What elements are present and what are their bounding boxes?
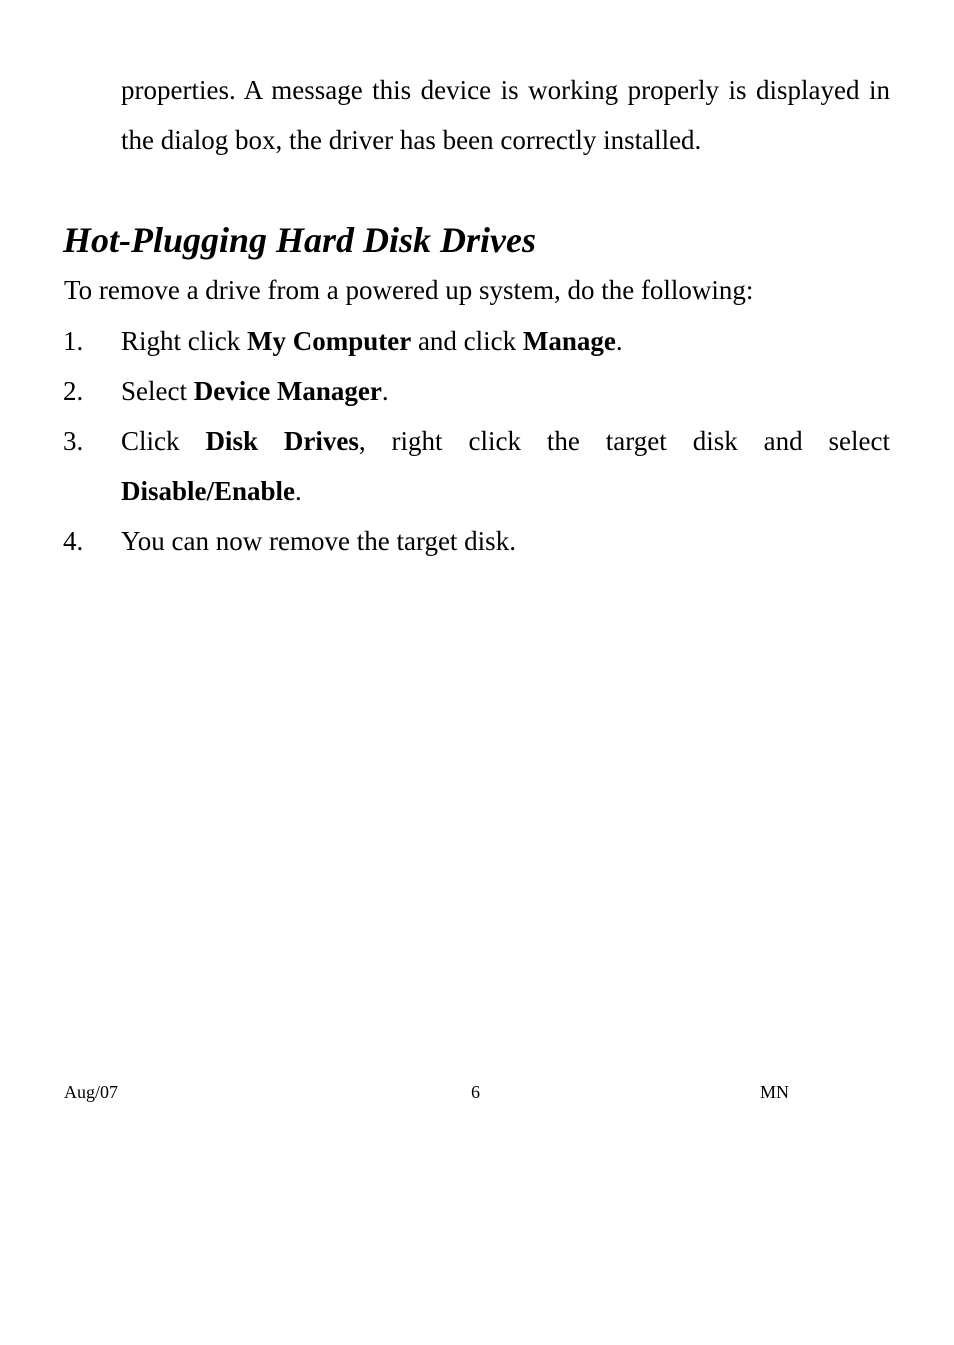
step-number: 1. [63,326,84,356]
step-bold-term: Device Manager [193,376,382,406]
step-number: 4. [63,526,84,556]
list-item [63,366,890,416]
step-text: You can now remove the target disk. [121,526,516,556]
step-bold-term: Manage [522,326,616,356]
step-text: . [295,476,302,506]
list-item [63,416,890,516]
step-text: Click [121,426,206,456]
steps-list [63,316,890,566]
step-number: 2. [63,376,84,406]
step-text: , right click the target disk and select [358,426,891,456]
list-item [63,316,890,366]
step-text: Right click [121,326,247,356]
intro-paragraph: properties. A message this device is working properly is displayed in the dialog box, the driver has been correctly installed. [121,75,890,155]
section-lead: To remove a drive from a powered up system, do the following: [64,275,754,305]
step-bold-term: Disk Drives [205,426,359,456]
step-number: 3. [63,426,84,456]
step-bold-term: Disable/Enable [121,476,296,506]
footer-model: MN [760,1082,790,1102]
list-item [63,516,890,566]
step-text: and click [411,326,523,356]
footer-date: Aug/07 [64,1082,118,1102]
step-text: . [615,326,623,356]
section-heading: Hot-Plugging Hard Disk Drives [63,220,537,260]
step-bold-term: My Computer [246,326,412,356]
step-text: . [381,376,389,406]
footer-page-number: 6 [471,1082,480,1102]
step-text: Select [121,376,194,406]
